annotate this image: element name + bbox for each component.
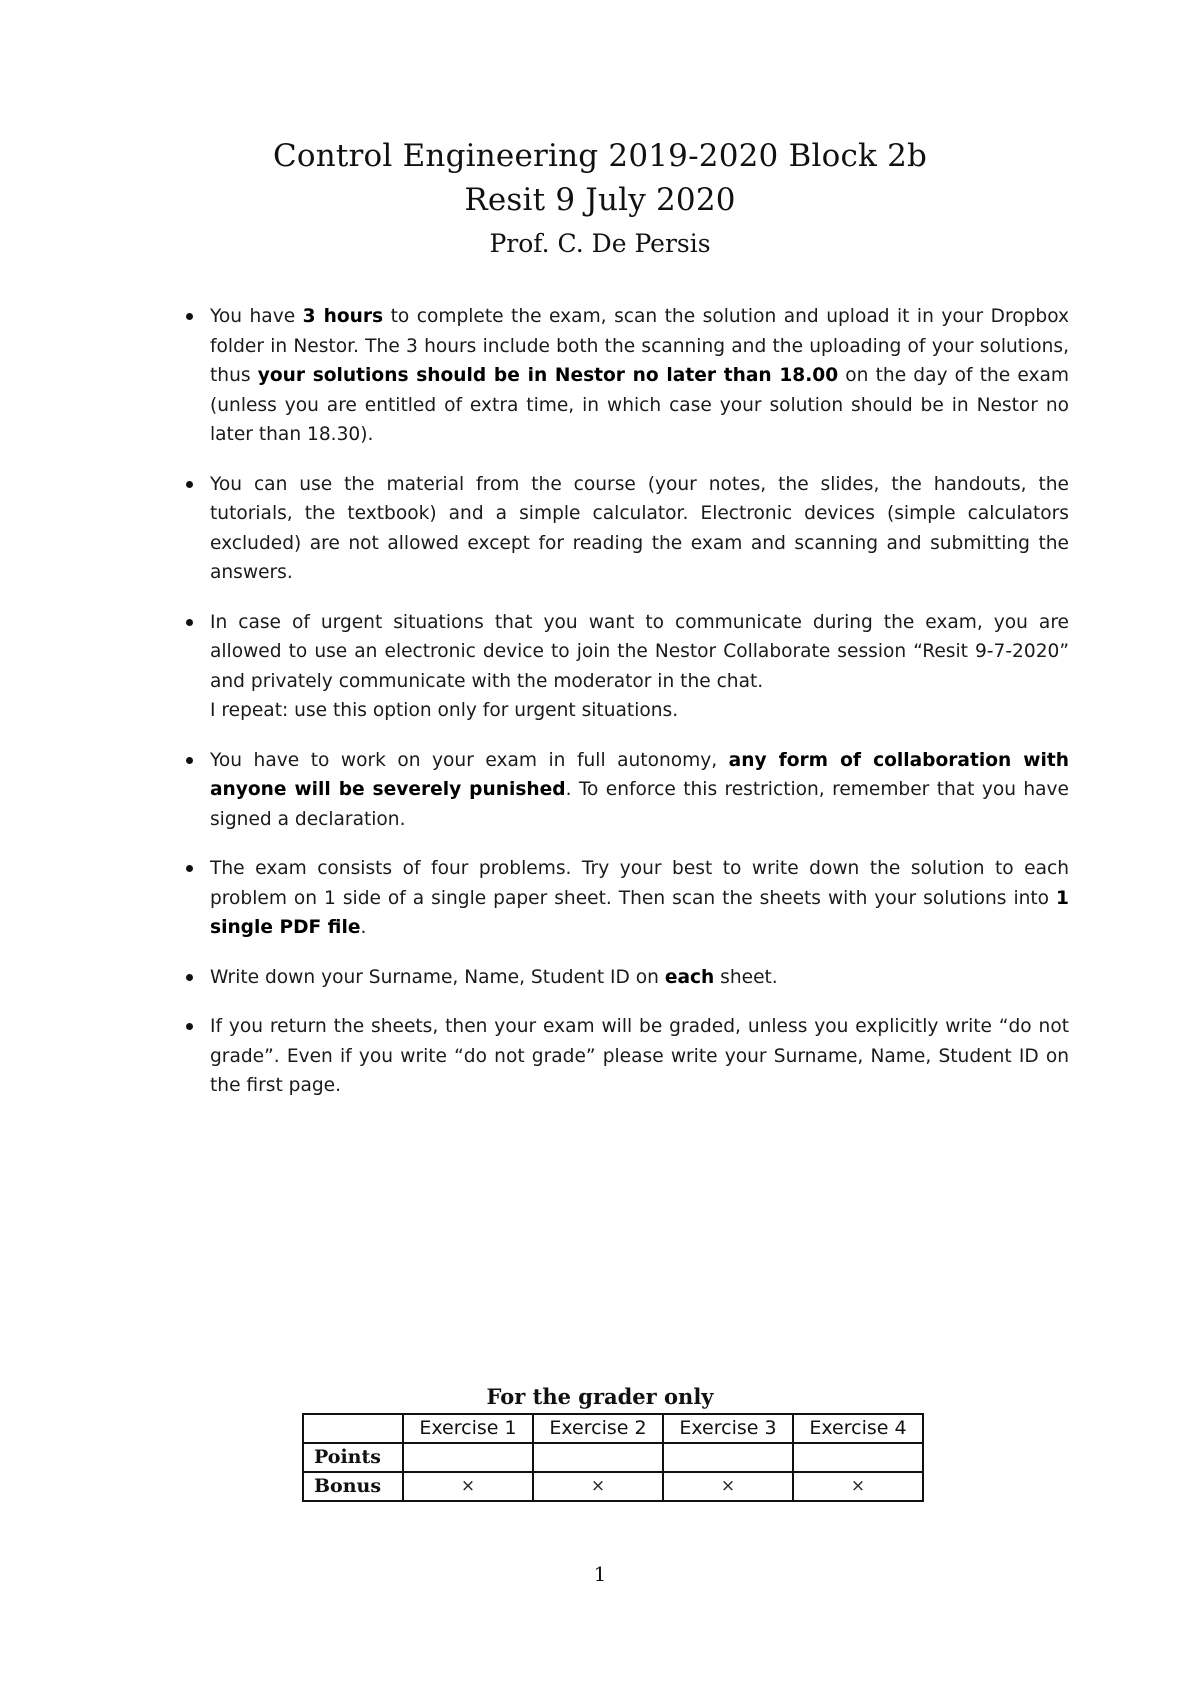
bullet-dot-icon [186,1023,193,1030]
grader-table [302,1413,924,1502]
instruction-text-run: to complete the exam, scan the solution and upload it in your Dropbox folder in Nestor. The 3 hours include both the scanning and the uploading of your solutions, thus [210,306,1069,386]
bonus-cell-exercise-4: × [793,1472,923,1501]
emphasized-text: 1 single PDF file [210,887,1069,938]
bullet-dot-icon [186,865,193,872]
column-header-exercise-4: Exercise 4 [793,1414,923,1443]
instruction-item [178,608,1069,726]
instruction-item [178,470,1069,588]
emphasized-text: any form of collaboration with anyone will be severely punished [210,749,1069,800]
exam-author: Prof. C. De Persis [489,229,711,258]
instruction-text-run: . To enforce this restriction, remember that you have signed a declaration. [210,779,1069,830]
instruction-item [178,1012,1069,1101]
grader-header-row [303,1414,923,1443]
emphasized-text: your solutions should be in Nestor no later than 18.00 [257,365,839,386]
instruction-text [210,608,1069,726]
grader-row-bonus [303,1472,923,1501]
instruction-text-run: If you return the sheets, then your exam will be graded, unless you explicitly write “do not grade”. Even if you write “do not grade” please write your Surname, Name, Student ID on the first page. [210,1016,1069,1096]
bonus-cell-exercise-3: × [663,1472,793,1501]
instruction-text-run: I repeat: use this option only for urgent situations. [210,700,679,721]
column-header-exercise-2: Exercise 2 [533,1414,663,1443]
row-label-points: Points [303,1443,403,1472]
instruction-text-run: In case of urgent situations that you want to communicate during the exam, you are allowed to use an electronic device to join the Nestor Collaborate session “Resit 9-7-2020” and privately communicate with the moderator in the chat. [210,611,1069,692]
row-label-bonus: Bonus [303,1472,403,1501]
instructions-list [178,302,1069,1121]
instruction-text [210,470,1069,588]
points-cell-exercise-3 [663,1443,793,1472]
bullet-dot-icon [186,619,193,626]
points-cell-exercise-4 [793,1443,923,1472]
bullet-dot-icon [186,313,193,320]
grader-row-points [303,1443,923,1472]
instruction-text [210,302,1069,450]
bullet-dot-icon [186,757,193,764]
instruction-text-run: . [360,917,367,938]
instruction-text [210,963,1069,993]
instruction-text-run: on the day of the exam (unless you are entitled of extra time, in which case your solution should be in Nestor no later than 18.30). [210,365,1069,445]
instruction-item [178,746,1069,835]
emphasized-text: each [664,966,715,988]
instruction-text-run: You have [210,306,303,327]
grader-caption: For the grader only [486,1384,714,1409]
instruction-text [210,746,1069,835]
instruction-item [178,302,1069,450]
instruction-text-run: Write down your Surname, Name, Student ID on [210,966,665,988]
instruction-text-run: sheet. [714,966,778,988]
column-header-exercise-3: Exercise 3 [663,1414,793,1443]
bullet-dot-icon [186,481,193,488]
exam-subtitle: Resit 9 July 2020 [464,182,736,218]
instruction-text-run: You have to work on your exam in full autonomy, [210,749,729,771]
points-cell-exercise-2 [533,1443,663,1472]
grader-corner-cell [303,1414,403,1443]
instruction-text [210,1012,1069,1101]
bonus-cell-exercise-2: × [533,1472,663,1501]
instruction-item [178,854,1069,943]
column-header-exercise-1: Exercise 1 [403,1414,533,1443]
instruction-item [178,963,1069,993]
bonus-cell-exercise-1: × [403,1472,533,1501]
exam-title: Control Engineering 2019-2020 Block 2b [272,138,928,174]
page-number: 1 [593,1562,607,1586]
instruction-text-run: You can use the material from the course (your notes, the slides, the handouts, the tutorials, the textbook) and a simple calculator. Electronic devices (simple calculators excluded) are not allowed except for reading the exam and scanning and submitting the answers. [210,473,1069,583]
emphasized-text: 3 hours [302,306,384,327]
bullet-dot-icon [186,974,193,981]
points-cell-exercise-1 [403,1443,533,1472]
instruction-text [210,854,1069,943]
instruction-text-run: The exam consists of four problems. Try your best to write down the solution to each problem on 1 side of a single paper sheet. Then scan the sheets with your solutions into [210,858,1069,909]
title-block [0,134,1200,264]
